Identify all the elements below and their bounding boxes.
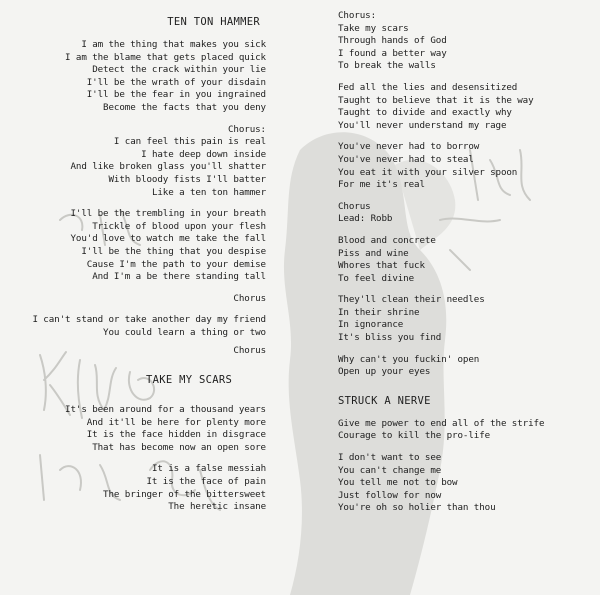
lyric-line: You'll never understand my rage [338, 119, 507, 131]
chorus-label: Chorus: [227, 123, 266, 135]
lyric-line: Whores that fuck [338, 260, 425, 272]
lyric-line: You've never had to steal [338, 153, 474, 165]
lyric-line: You could learn a thing or two [103, 326, 266, 338]
lyric-line: It is a false messiah [151, 463, 266, 475]
song-title-struck-a-nerve: STRUCK A NERVE [338, 394, 431, 407]
lyric-line: Through hands of God [338, 35, 447, 47]
lyric-line: Fed all the lies and desensitized [338, 81, 518, 93]
lyric-line: Courage to kill the pro-life [338, 430, 491, 442]
lyric-line: Become the facts that you deny [103, 101, 266, 113]
lyric-line: I'll be the fear in you ingrained [86, 89, 266, 101]
lyric-line: And it'll be here for plenty more [86, 416, 266, 428]
lyric-line: They'll clean their needles [338, 294, 485, 306]
lyric-line: Detect the crack within your lie [92, 64, 266, 76]
lyric-line: It is the face hidden in disgrace [86, 429, 266, 441]
lyric-line: I'll be the thing that you despise [81, 245, 266, 257]
lyric-line: You eat it with your silver spoon [338, 166, 518, 178]
lyric-line: I am the blame that gets placed quick [65, 51, 266, 63]
lyric-line: And I'm a be there standing tall [92, 271, 266, 283]
lyric-line: Cause I'm the path to your demise [86, 258, 266, 270]
lyric-line: The bringer of the bittersweet [103, 488, 266, 500]
lyric-line: Take my scars [338, 22, 409, 34]
lyric-line: To feel divine [338, 272, 415, 284]
lyric-line: Like a ten ton hammer [151, 186, 266, 198]
lyric-line: It is the face of pain [146, 476, 266, 488]
lyric-line: I found a better way [338, 47, 447, 59]
chorus-label: Chorus [233, 345, 266, 357]
lyric-line: I am the thing that makes you sick [81, 39, 266, 50]
song-title-take-my-scars: TAKE MY SCARS [146, 374, 233, 387]
chorus-label: Chorus [233, 292, 266, 304]
lyric-line: You've never had to borrow [338, 141, 480, 153]
lyric-line: I can feel this pain is real [113, 136, 266, 148]
lyric-line: In ignorance [338, 319, 404, 331]
lyric-line: I don't want to see [338, 452, 442, 464]
lyric-line: Taught to believe that it is the way [338, 94, 534, 106]
lyric-line: Taught to divide and exactly why [338, 107, 512, 119]
lyric-line: To break the walls [338, 60, 436, 72]
lyric-line: Why can't you fuckin' open [338, 353, 480, 365]
lyric-line: In their shrine [338, 306, 420, 318]
lyric-line: The heretic insane [168, 501, 266, 513]
lyric-line: And like broken glass you'll shatter [70, 161, 266, 173]
left-column [30, 16, 266, 514]
lyric-line: You'd love to watch me take the fall [70, 233, 266, 245]
lyric-line: I hate deep down inside [141, 148, 266, 160]
lyric-line: I'll be the trembling in your breath [70, 208, 266, 220]
lyric-line: Open up your eyes [338, 366, 431, 378]
chorus-label: Chorus [338, 200, 371, 212]
lyric-line: That has become now an open sore [92, 441, 266, 453]
lyric-line: You can't change me [338, 464, 442, 476]
lyric-line: Give me power to end all of the strife [338, 417, 545, 429]
lead-credit: Lead: Robb [338, 213, 393, 225]
lyric-line: It's bliss you find [338, 332, 442, 344]
lyric-line: Trickle of blood upon your flesh [92, 220, 266, 232]
lyric-line: For me it's real [338, 179, 425, 191]
lyric-line: Blood and concrete [338, 234, 436, 246]
chorus-label: Chorus: [338, 10, 377, 21]
right-column [338, 10, 588, 515]
lyric-line: You tell me not to bow [338, 477, 458, 489]
lyric-line: You're oh so holier than thou [338, 502, 496, 514]
lyric-line: I can't stand or take another day my friend [32, 314, 266, 326]
lyric-line: Just follow for now [338, 489, 442, 501]
lyric-line: It's been around for a thousand years [65, 404, 266, 416]
lyric-line: I'll be the wrath of your disdain [86, 76, 266, 88]
lyric-line: With bloody fists I'll batter [108, 173, 266, 185]
song-title-ten-ton-hammer: TEN TON HAMMER [167, 16, 260, 28]
lyric-line: Piss and wine [338, 247, 409, 259]
